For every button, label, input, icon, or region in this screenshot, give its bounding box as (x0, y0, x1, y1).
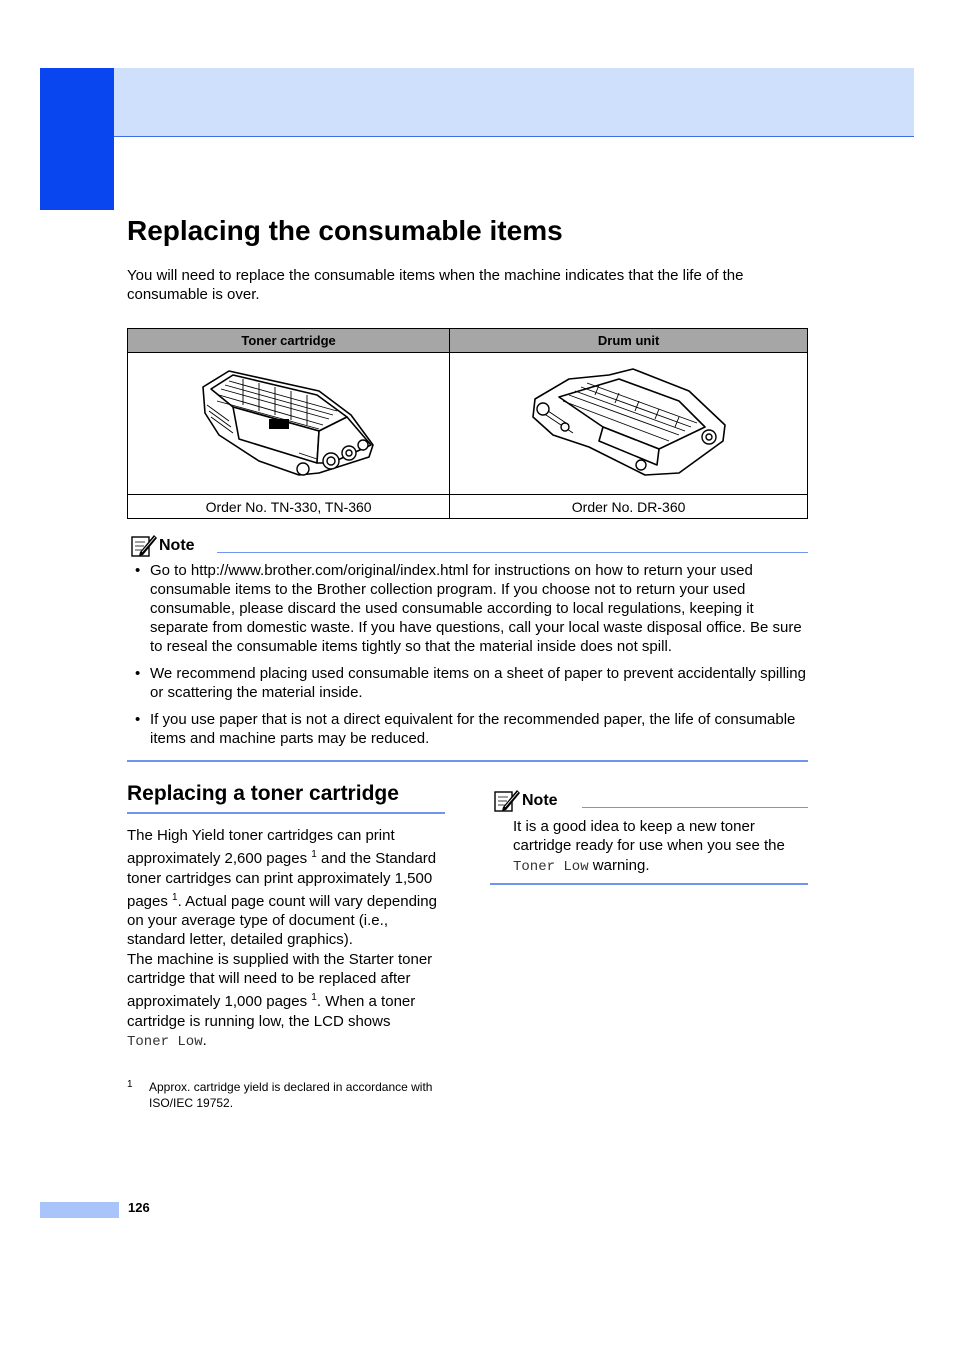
note-label: Note (159, 537, 195, 554)
section-heading: Replacing a toner cartridge (127, 782, 399, 805)
note-pencil-icon (130, 532, 158, 558)
note-bottom-rule (127, 760, 808, 762)
drum-image-cell (450, 353, 808, 495)
note-text: It is a good idea to keep a new toner cartridge ready for use when you see the (513, 818, 785, 855)
page-title: Replacing the consumable items (127, 215, 563, 246)
footnote-ref: 1 (172, 891, 178, 903)
body-text: . Actual page count will vary depending on your average type of document (i.e., standard letter, detailed graphics). (127, 892, 437, 949)
table-header-drum: Drum unit (450, 329, 808, 353)
toner-cartridge-illustration (199, 365, 379, 480)
drum-unit-illustration (529, 365, 729, 480)
note-label: Note (522, 792, 558, 809)
footnote (127, 1079, 447, 1111)
body-text: . (202, 1031, 207, 1049)
body-text: The High Yield toner cartridges can print approximately 2,600 pages (127, 827, 395, 868)
body-text: The machine is supplied with the Starter toner cartridge that will need to be replaced after approximately 1,000 pages (127, 950, 433, 1011)
footnote-ref: 1 (311, 992, 317, 1004)
body-text: and the Standard toner cartridges can print approximately 1,500 pages (127, 850, 437, 910)
consumables-table (127, 328, 808, 519)
note-body (513, 817, 809, 877)
header-band (113, 68, 914, 137)
footnote-text: Approx. cartridge yield is declared in accordance with ISO/IEC 19752. (149, 1080, 433, 1110)
table-header-toner: Toner cartridge (128, 329, 450, 353)
section-body (127, 826, 447, 1052)
toner-image-cell (128, 353, 450, 495)
footnote-number: 1 (127, 1079, 133, 1090)
note-top-rule (582, 807, 808, 808)
intro-paragraph: You will need to replace the consumable items when the machine indicates that the life of the consumable is over. (127, 267, 744, 303)
page-number: 126 (128, 1200, 150, 1215)
note-pencil-icon (493, 787, 521, 813)
note-bottom-rule (490, 883, 808, 885)
footnote-ref: 1 (311, 849, 317, 861)
drum-order-number: Order No. DR-360 (450, 495, 808, 519)
section-heading-rule (127, 812, 445, 814)
body-text: . When a toner cartridge is running low, the LCD shows (127, 993, 416, 1030)
chapter-tab (40, 68, 114, 210)
note-text: warning. (592, 856, 650, 874)
lcd-message: Toner Low (127, 1033, 203, 1050)
page-number-bar (40, 1202, 119, 1218)
list-item: • Go to http://www.brother.com/original/index.html for instructions on how to return your used consumable items to the Brother collection program. If you choose not to return your used consumable, please discard the used consumable according to local regulations, keeping it separate from domestic waste. If you have questions, call your local waste disposal office. Be sure to reseal the consumable items tightly so that the material inside does not spill. (133, 561, 808, 656)
note-top-rule (217, 552, 808, 553)
note-list (133, 561, 808, 756)
lcd-message: Toner Low (513, 858, 589, 875)
list-item: • We recommend placing used consumable items on a sheet of paper to prevent accidentally spilling or scattering the material inside. (133, 664, 808, 702)
list-item: • If you use paper that is not a direct equivalent for the recommended paper, the life of consumable items and machine parts may be reduced. (133, 710, 808, 748)
toner-order-number: Order No. TN-330, TN-360 (128, 495, 450, 519)
